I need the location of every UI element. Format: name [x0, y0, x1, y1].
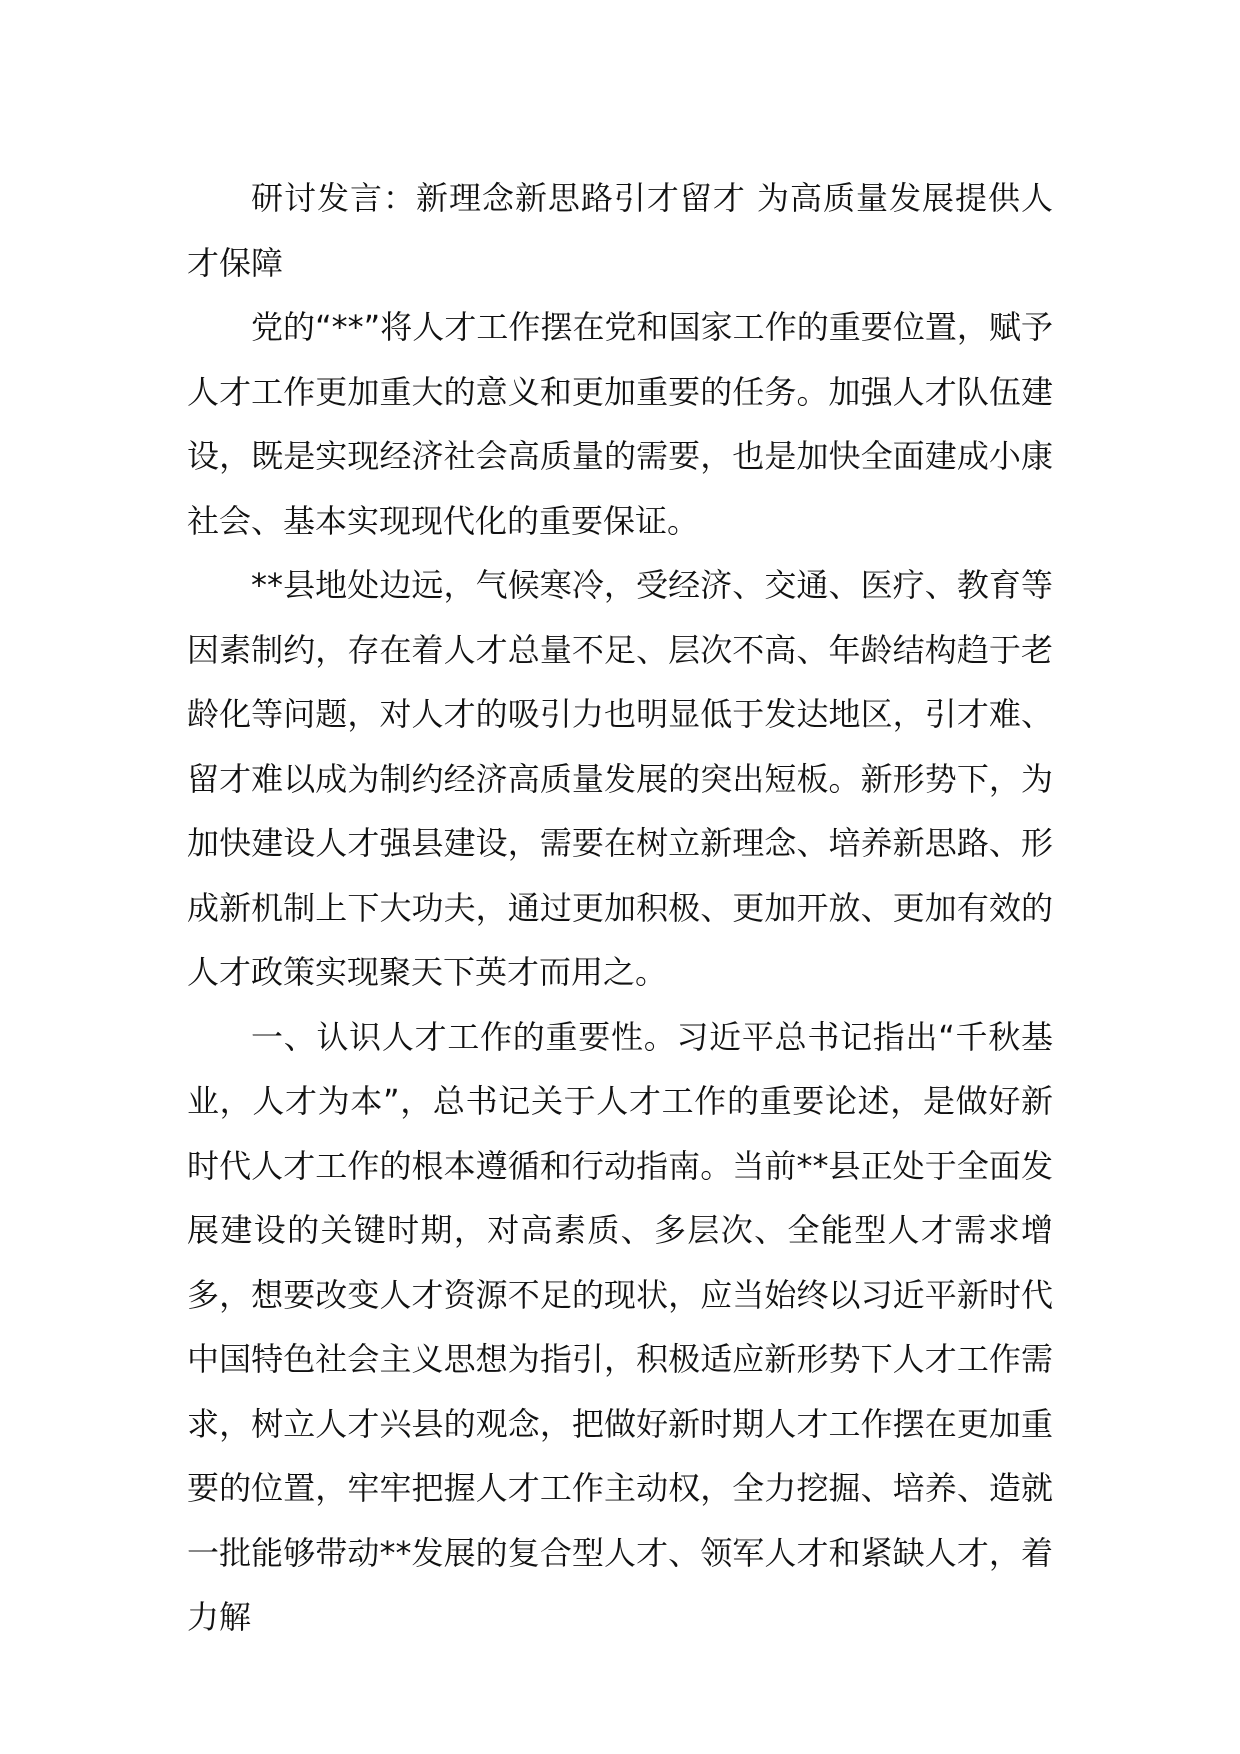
document-body — [187, 166, 1053, 1650]
paragraph-section-one: 一、认识人才工作的重要性。习近平总书记指出“千秋基业，人才为本”，总书记关于人才工作的重要论述，是做好新时代人才工作的根本遵循和行动指南。当前**县正处于全面发展建设的关键时期，对高素质、多层次、全能型人才需求增多，想要改变人才资源不足的现状，应当始终以习近平新时代中国特色社会主义思想为指引，积极适应新形势下人才工作需求，树立人才兴县的观念，把做好新时期人才工作摆在更加重要的位置，牢牢把握人才工作主动权，全力挖掘、培养、造就一批能够带动**发展的复合型人才、领军人才和紧缺人才，着力解 — [187, 1017, 1053, 1636]
paragraph-intro: 党的“**”将人才工作摆在党和国家工作的重要位置，赋予人才工作更加重大的意义和更加重要的任务。加强人才队伍建设，既是实现经济社会高质量的需要，也是加快全面建成小康社会、基本实现现代化的重要保证。 — [187, 308, 1053, 540]
document-title: 研讨发言：新理念新思路引才留才 为高质量发展提供人才保障 — [187, 179, 1053, 282]
paragraph-county-situation: **县地处边远，气候寒冷，受经济、交通、医疗、教育等因素制约，存在着人才总量不足、层次不高、年龄结构趋于老龄化等问题，对人才的吸引力也明显低于发达地区，引才难、留才难以成为制约经济高质量发展的突出短板。新形势下，为加快建设人才强县建设，需要在树立新理念、培养新思路、形成新机制上下大功夫，通过更加积极、更加开放、更加有效的人才政策实现聚天下英才而用之。 — [187, 566, 1053, 991]
